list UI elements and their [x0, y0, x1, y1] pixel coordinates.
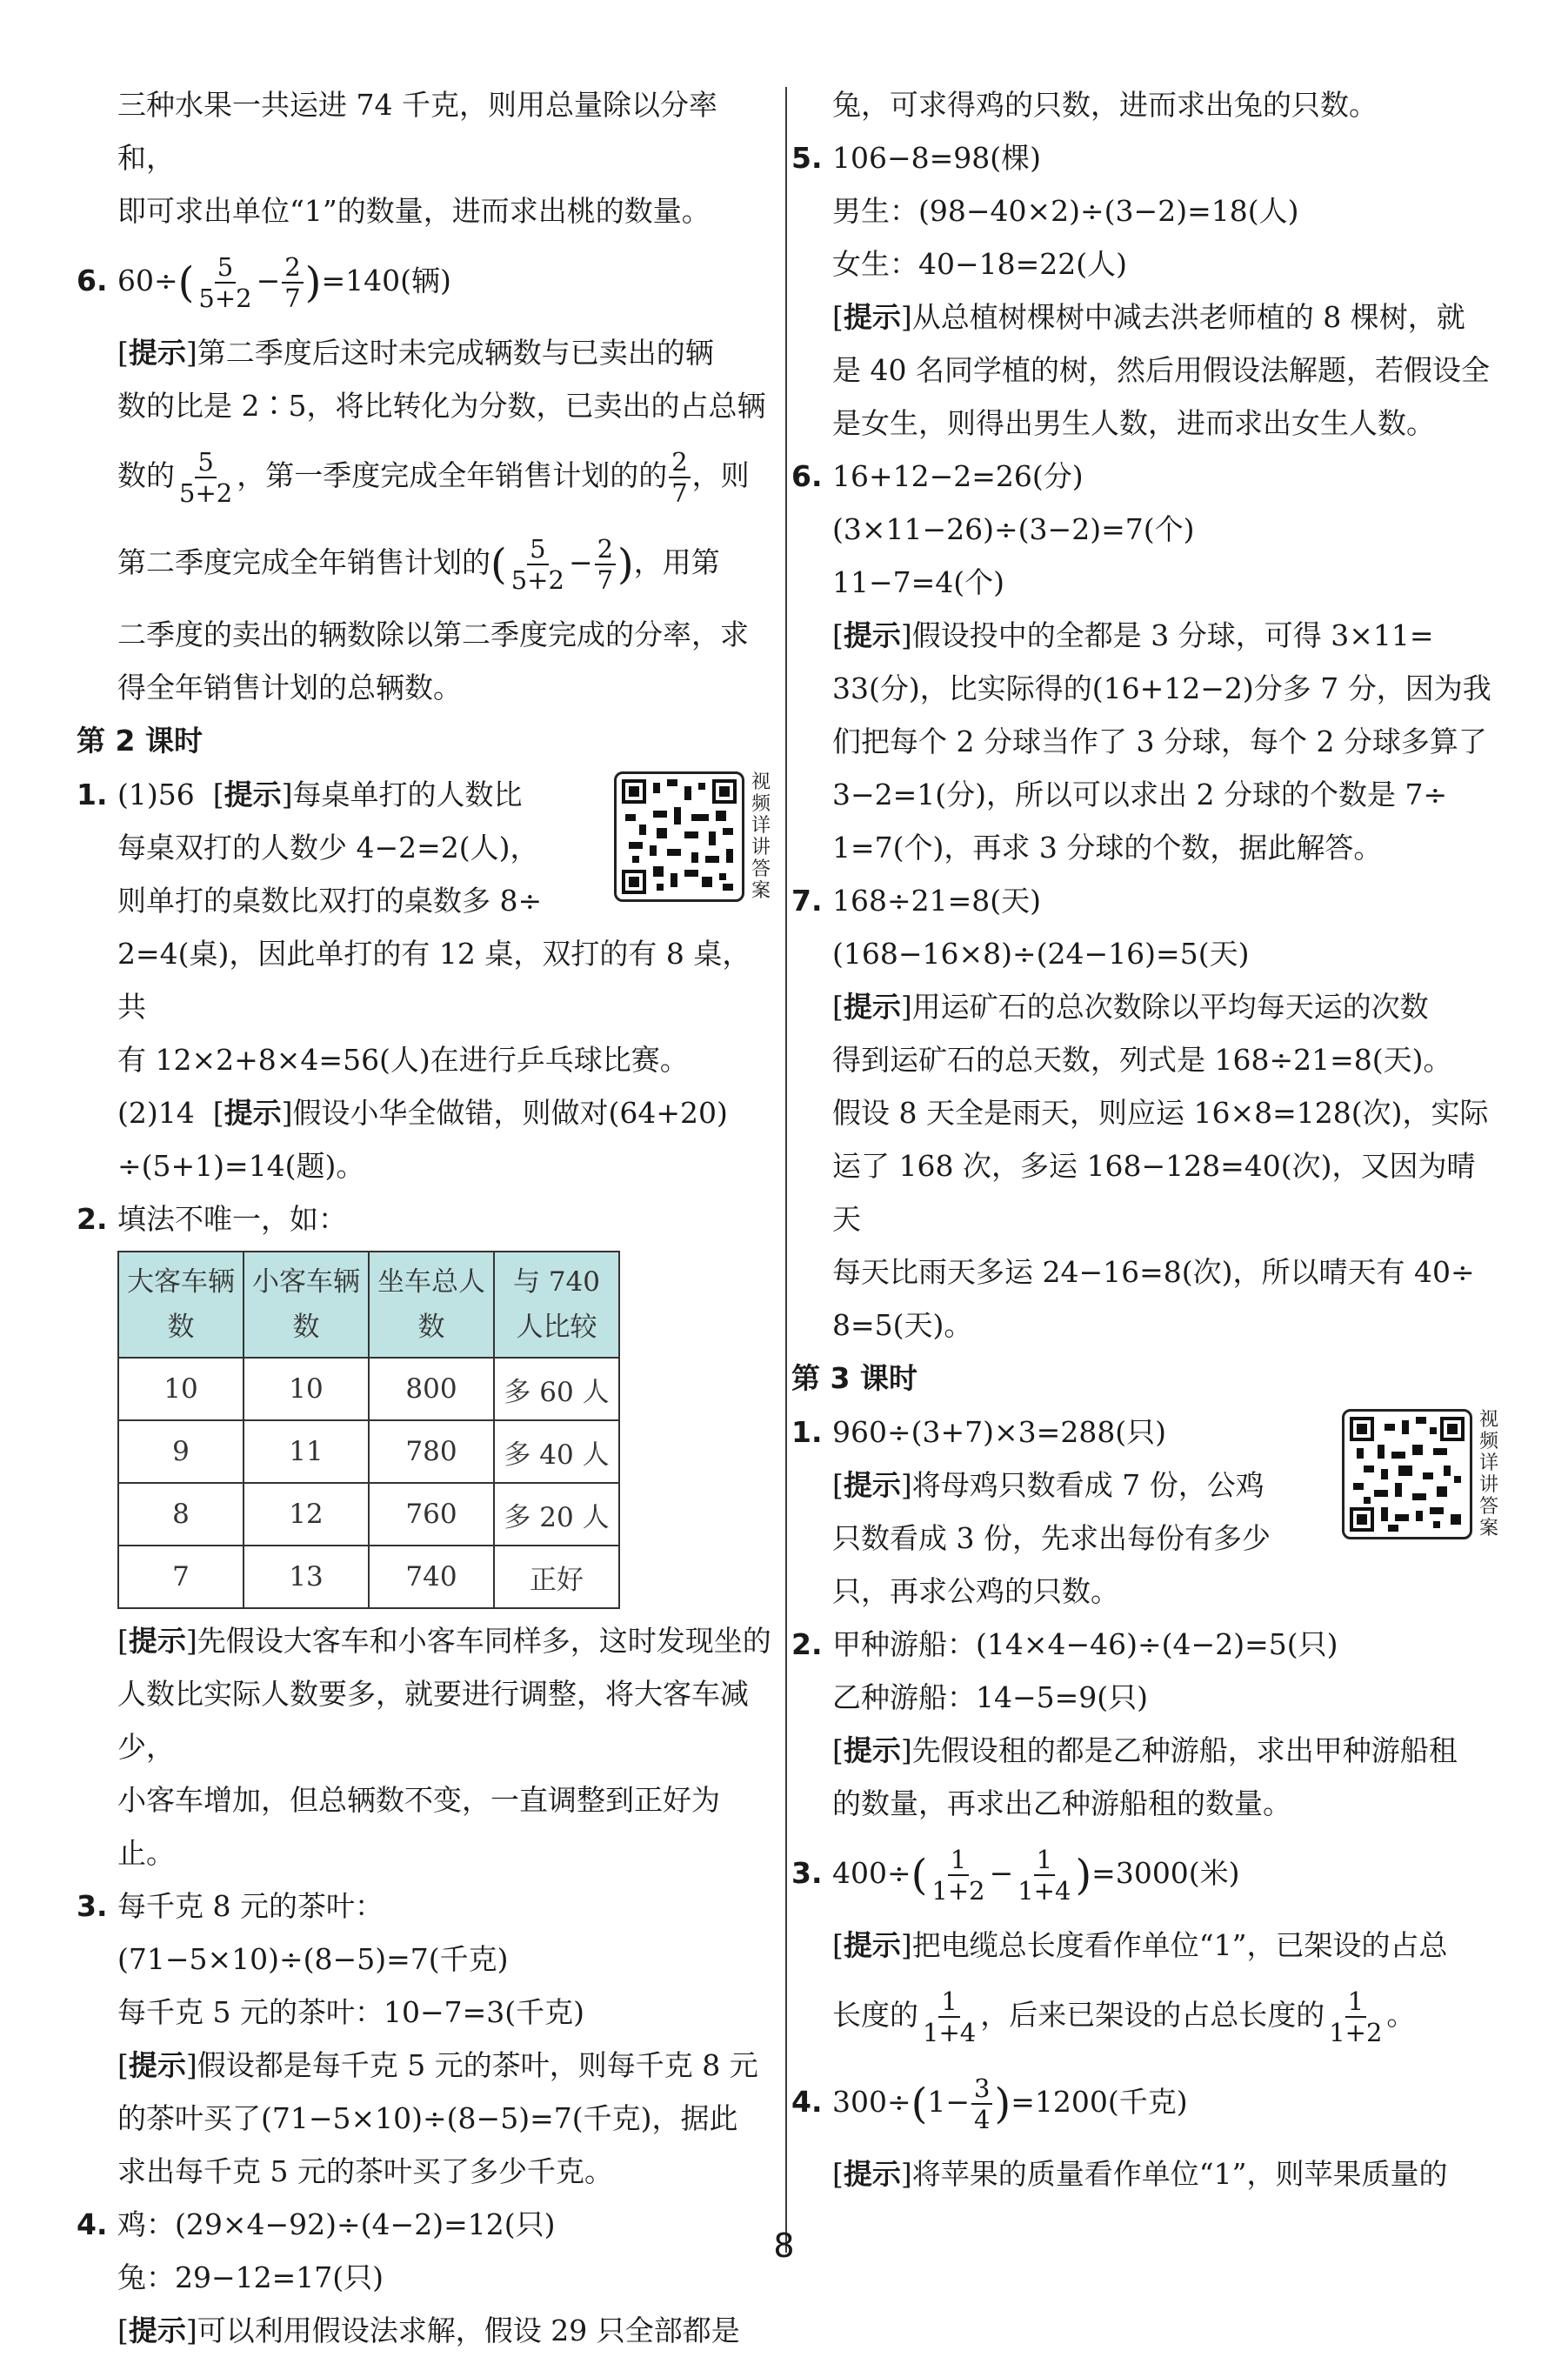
text-line: 即可求出单位“1”的数量，进而求出桃的数量。 — [117, 194, 711, 228]
denominator: 7 — [284, 284, 301, 313]
lesson3-answer-3 — [791, 1830, 1500, 2059]
hint-text: 第二季度完成全年销售计划的 — [117, 545, 490, 579]
numerator: 2 — [669, 447, 690, 478]
hint-line: 得到运矿石的总天数，列式是 168÷21=8(天)。 — [832, 1043, 1452, 1077]
hint-line: 1=7(个)，再求 3 分球的个数，据此解答。 — [832, 831, 1383, 865]
left-column — [77, 78, 772, 2357]
right-column — [791, 78, 1500, 2200]
answer-line — [791, 131, 1500, 184]
denominator: 1+4 — [1018, 1876, 1071, 1906]
hint-line: 们把每个 2 分球当作了 3 分球，每个 2 分球多算了 — [832, 724, 1487, 758]
question-number: 7. — [791, 884, 823, 918]
hint-text: 长度的 — [832, 1998, 918, 2032]
hint-line: 得全年销售计划的总辆数。 — [117, 671, 462, 704]
continued-text — [77, 78, 772, 237]
hint-text: ，用第 — [633, 545, 720, 579]
operator: − — [989, 1856, 1014, 1890]
answer-5 — [791, 131, 1500, 450]
table-cell: 7 — [118, 1546, 244, 1608]
hint-line: 的数量，再求出乙种游船租的数量。 — [832, 1786, 1291, 1820]
table-cell: 780 — [369, 1420, 494, 1483]
hint-line: 小客车增加，但总辆数不变，一直调整到正好为止。 — [117, 1783, 720, 1870]
hint-text: 数的 — [117, 458, 175, 492]
denominator: 7 — [597, 565, 614, 595]
hint-label: 提示 — [128, 2048, 186, 2082]
equation-part: 300÷ — [832, 2085, 911, 2119]
bus-table — [117, 1251, 620, 1609]
hint-label: 提示 — [843, 618, 901, 652]
lesson3-answer-1 — [791, 1406, 1500, 1618]
hint-line: 每天比雨天多运 24−16=8(次)，所以晴天有 40÷ — [832, 1255, 1475, 1289]
fraction — [971, 2073, 992, 2134]
lesson3-answer-4 — [791, 2059, 1500, 2200]
table-cell: 多 60 人 — [494, 1358, 619, 1420]
column-divider — [785, 87, 787, 2253]
question-number: 1. — [791, 1415, 823, 1449]
answer-text: (2)14 — [117, 1096, 195, 1130]
table-header-cell: 小客车辆数 — [244, 1252, 369, 1358]
answer-line: (168−16×8)÷(24−16)=5(天) — [832, 937, 1250, 971]
denominator: 5+2 — [198, 284, 252, 313]
equation: 3. 400÷( $\frac{1}{1+2}$ − $\frac{1}{1+4}$ )=3000(米) — [832, 1830, 1500, 1919]
answer-line: (3×11−26)÷(3−2)=7(个) — [832, 512, 1195, 546]
hint-line: 每桌双打的人数少 4−2=2(人)， — [117, 831, 539, 865]
hint-line: [提示]假设投中的全都是 3 分球，可得 3×11= — [832, 618, 1434, 652]
answer-line — [77, 1880, 772, 1933]
hint-line: 运了 168 次，多运 168−128=40(次)，又因为晴天 — [832, 1149, 1476, 1236]
answer-line: (2)14 [提示]假设小华全做错，则做对(64+20) — [117, 1096, 728, 1130]
hint-line: 求出每千克 5 元的茶叶买了多少千克。 — [117, 2154, 613, 2188]
table-cell: 正好 — [494, 1546, 619, 1608]
denominator: 5+2 — [510, 565, 564, 595]
numerator: 2 — [282, 252, 303, 284]
fraction — [196, 252, 254, 313]
fraction — [669, 447, 690, 508]
table-cell: 多 40 人 — [494, 1420, 619, 1483]
numerator: 2 — [595, 534, 616, 565]
hint-line: [提示]用运矿石的总次数除以平均每天运的次数 — [832, 990, 1429, 1024]
lesson2-answer-4 — [77, 2198, 772, 2357]
hint-line — [117, 432, 772, 519]
hint-label: 提示 — [843, 300, 901, 334]
table-cell: 多 20 人 — [494, 1483, 619, 1546]
table-cell: 12 — [244, 1483, 369, 1546]
page-number: 8 — [773, 2227, 795, 2265]
hint-line: 是女生，则得出男生人数，进而求出女生人数。 — [832, 406, 1435, 440]
denominator: 1+4 — [923, 2018, 977, 2047]
table-row — [118, 1483, 619, 1546]
numerator: 5 — [195, 447, 216, 478]
equation-part: 400÷ — [832, 1856, 911, 1890]
numerator: 3 — [971, 2073, 992, 2105]
denominator: 5+2 — [179, 478, 233, 508]
fraction — [929, 1845, 987, 1906]
equation-part: 60÷ — [117, 264, 178, 297]
lesson2-answer-2 — [77, 1192, 772, 1245]
hint-text: 假设都是每千克 5 元的茶叶，则每千克 8 元 — [197, 2048, 758, 2082]
table-header-cell: 与 740 人比较 — [494, 1252, 619, 1358]
answer-6 — [77, 237, 772, 714]
answer-text: 填法不唯一，如： — [117, 1202, 347, 1236]
question-number: 4. — [77, 2207, 108, 2241]
hint-line: 只，再求公鸡的只数。 — [832, 1574, 1119, 1608]
equation-part: =3000(米) — [1091, 1856, 1240, 1890]
hint-label: 提示 — [843, 990, 901, 1024]
numerator: 5 — [215, 252, 236, 284]
question-number: 3. — [791, 1856, 823, 1890]
hint-label: 提示 — [843, 1733, 901, 1767]
table-header-cell: 坐车总人数 — [369, 1252, 494, 1358]
section-heading-lesson-3: 第 3 课时 — [791, 1361, 917, 1395]
hint-line: 33(分)，比实际得的(16+12−2)分多 7 分，因为我 — [832, 671, 1491, 705]
qr-code-block[interactable] — [614, 771, 772, 902]
hint-line: 3−2=1(分)，所以可以求出 2 分球的个数是 7÷ — [832, 778, 1448, 811]
numerator: 1 — [1345, 1986, 1366, 2018]
answer-line: (71−5×10)÷(8−5)=7(千克) — [117, 1942, 509, 1976]
answer-line: 每千克 5 元的茶叶：10−7=3(千克) — [117, 1995, 585, 2029]
hint-line: 人数比实际人数要多，就要进行调整，将大客车减少， — [117, 1677, 749, 1764]
hint-line: [提示]将苹果的质量看作单位“1”，则苹果质量的 — [832, 2157, 1448, 2191]
table-header-cell: 大客车辆数 — [118, 1252, 244, 1358]
text-line: 兔，可求得鸡的只数，进而求出兔的只数。 — [832, 88, 1378, 122]
table-cell: 800 — [369, 1358, 494, 1420]
hint-line: [提示]将母鸡只数看成 7 份，公鸡 — [832, 1468, 1264, 1502]
hint-line: 只数看成 3 份，先求出每份有多少 — [832, 1521, 1271, 1555]
table-row — [118, 1358, 619, 1420]
hint-text: 。 — [1386, 1998, 1416, 2032]
hint-line: 第二季度完成全年销售计划的( $\frac{5}{5+2}$ − $\frac{2}{7}$ )，用第 — [117, 534, 720, 595]
hint-text: 假设小华全做错，则做对(64+20) — [292, 1096, 728, 1130]
answer-text: 甲种游船：(14×4−46)÷(4−2)=5(只) — [832, 1627, 1338, 1661]
hint-line: 2=4(桌)，因此单打的有 12 桌，双打的有 8 桌，共 — [117, 937, 751, 1024]
continued-text — [791, 78, 1500, 131]
numerator: 1 — [948, 1845, 969, 1876]
answer-line: 1. (1)56 [提示]每桌单打的人数比 — [117, 768, 772, 821]
hint-line: 数的比是 2∶5，将比转化为分数，已卖出的占总辆 — [117, 389, 766, 423]
answer-line — [77, 1192, 772, 1245]
answer-text: (1)56 — [117, 778, 195, 811]
hint-line: [提示]把电缆总长度看作单位“1”，已架设的占总 — [832, 1928, 1448, 1962]
hint-text: 把电缆总长度看作单位“1”，已架设的占总 — [911, 1928, 1448, 1962]
hint-line — [832, 1972, 1500, 2059]
question-number: 3. — [77, 1889, 108, 1923]
hint-text: ，则 — [691, 458, 750, 492]
equation: 4. 300÷(1− $\frac{3}{4}$ )=1200(千克) — [832, 2059, 1500, 2147]
hint-line: [提示]先假设租的都是乙种游船，求出甲种游船租 — [832, 1733, 1458, 1767]
answer-line: 男生：(98−40×2)÷(3−2)=18(人) — [832, 194, 1299, 228]
hint-line: [提示]第二季度后这时未完成辆数与已卖出的辆 — [117, 336, 714, 370]
hint-text: 每桌单打的人数比 — [292, 778, 523, 811]
table-cell: 9 — [118, 1420, 244, 1483]
table-cell: 740 — [369, 1546, 494, 1608]
answer-line — [791, 874, 1500, 927]
answer-line: 兔：29−12=17(只) — [117, 2260, 384, 2294]
hint-text: 第二季度后这时未完成辆数与已卖出的辆 — [197, 336, 714, 370]
hint-label: 提示 — [224, 1096, 282, 1130]
qr-pattern — [1350, 1417, 1465, 1532]
hint-text: 先假设大客车和小客车同样多，这时发现坐的 — [197, 1624, 771, 1658]
table-cell: 13 — [244, 1546, 369, 1608]
hint-label: 提示 — [843, 1928, 901, 1962]
denominator: 7 — [671, 478, 688, 508]
table-header-row — [118, 1252, 619, 1358]
hint-line: 假设 8 天全是雨天，则应运 16×8=128(次)，实际 — [832, 1096, 1489, 1130]
answer-text: 960÷(3+7)×3=288(只) — [832, 1415, 1167, 1449]
hint-label: 提示 — [843, 1468, 901, 1502]
question-number: 6. — [791, 459, 823, 493]
hint-text: ，第一季度完成全年销售计划的的 — [237, 458, 668, 492]
hint-label: 提示 — [128, 1624, 186, 1658]
fraction — [595, 534, 616, 595]
hint-text: 用运矿石的总次数除以平均每天运的次数 — [911, 990, 1429, 1024]
hint-line: 二季度的卖出的辆数除以第二季度完成的分率，求 — [117, 618, 749, 651]
hint-text: 从总植树棵树中减去洪老师植的 8 棵树，就 — [911, 300, 1465, 334]
table-cell: 8 — [118, 1483, 244, 1546]
question-number: 2. — [791, 1627, 823, 1661]
equation-part: =140(辆) — [321, 264, 451, 297]
table-row — [118, 1546, 619, 1608]
lesson2-answer-2-hint — [77, 1614, 772, 1880]
qr-code-block[interactable] — [1342, 1409, 1500, 1539]
question-number: 4. — [791, 2085, 823, 2119]
fraction — [509, 534, 567, 595]
answer-text: 106−8=98(棵) — [832, 141, 1042, 175]
table-cell: 11 — [244, 1420, 369, 1483]
operator: − — [568, 545, 593, 579]
fraction — [282, 252, 303, 313]
hint-text: 先假设租的都是乙种游船，求出甲种游船租 — [911, 1733, 1458, 1767]
table-cell: 10 — [118, 1358, 244, 1420]
qr-code-icon[interactable] — [614, 771, 744, 902]
equation-part: =1200(千克) — [1011, 2085, 1188, 2119]
answer-line — [791, 1618, 1500, 1671]
answer-6-right — [791, 450, 1500, 874]
answer-text: 16+12−2=26(分) — [832, 459, 1084, 493]
hint-line: [提示]假设都是每千克 5 元的茶叶，则每千克 8 元 — [117, 2048, 758, 2082]
fraction — [1326, 1986, 1385, 2047]
hint-line: 的茶叶买了(71−5×10)÷(8−5)=7(千克)，据此 — [117, 2101, 738, 2135]
question-number: 2. — [77, 1202, 108, 1236]
operator: − — [256, 264, 281, 297]
hint-line: [提示]先假设大客车和小客车同样多，这时发现坐的 — [117, 1624, 771, 1658]
hint-line: 是 40 名同学植的树，然后用假设法解题，若假设全 — [832, 353, 1490, 387]
hint-line: [提示]可以利用假设法求解，假设 29 只全部都是 — [117, 2314, 740, 2347]
table-cell: 760 — [369, 1483, 494, 1546]
fraction — [177, 447, 235, 508]
hint-line: 8=5(天)。 — [832, 1308, 973, 1342]
hint-text: 假设投中的全都是 3 分球，可得 3×11= — [911, 618, 1434, 652]
lesson2-answer-3 — [77, 1880, 772, 2198]
denominator: 1+2 — [1329, 2018, 1383, 2047]
question-number: 5. — [791, 141, 823, 175]
denominator: 1+2 — [931, 1876, 985, 1906]
qr-caption: 视频详讲答案 — [1478, 1409, 1498, 1539]
numerator: 1 — [1034, 1845, 1055, 1876]
hint-label: 提示 — [128, 2314, 186, 2347]
fraction — [920, 1986, 978, 2047]
answer-text: 每千克 8 元的茶叶： — [117, 1889, 384, 1923]
hint-label: 提示 — [128, 336, 186, 370]
answer-line — [791, 450, 1500, 503]
answer-7 — [791, 874, 1500, 1352]
question-number: 6. — [77, 264, 108, 297]
qr-pattern — [622, 779, 737, 894]
text-line: 三种水果一共运进 74 千克，则用总量除以分率和， — [117, 88, 717, 175]
lesson3-answer-2 — [791, 1618, 1500, 1830]
fraction — [1015, 1845, 1073, 1906]
hint-label: 提示 — [843, 2157, 901, 2191]
lesson2-answer-1 — [77, 768, 772, 1192]
numerator: 1 — [938, 1986, 959, 2018]
hint-text: 将苹果的质量看作单位“1”，则苹果质量的 — [911, 2157, 1448, 2191]
answer-text: 鸡：(29×4−92)÷(4−2)=12(只) — [117, 2207, 556, 2241]
question-number: 1. — [77, 778, 108, 811]
equation-part: 1− — [927, 2085, 971, 2119]
denominator: 4 — [974, 2105, 991, 2134]
hint-line: 则单打的桌数比双打的桌数多 8÷ — [117, 884, 543, 918]
hint-text: 将母鸡只数看成 7 份，公鸡 — [911, 1468, 1264, 1502]
equation: 6. 60÷( $\frac{5}{5+2}$ − $\frac{2}{7}$ )=140(辆) — [117, 237, 772, 326]
answer-line: 11−7=4(个) — [832, 565, 1005, 599]
hint-line: [提示]从总植树棵树中减去洪老师植的 8 棵树，就 — [832, 300, 1465, 334]
hint-text: 可以利用假设法求解，假设 29 只全部都是 — [197, 2314, 740, 2347]
answer-line: 女生：40−18=22(人) — [832, 247, 1128, 281]
answer-line: 乙种游船：14−5=9(只) — [832, 1680, 1149, 1714]
qr-caption: 视频详讲答案 — [751, 771, 771, 902]
hint-text: ，后来已架设的占总长度的 — [980, 1998, 1325, 2032]
numerator: 5 — [527, 534, 548, 565]
table-cell: 10 — [244, 1358, 369, 1420]
answer-text: 168÷21=8(天) — [832, 884, 1042, 918]
hint-line: ÷(5+1)=14(题)。 — [117, 1149, 365, 1183]
section-heading-lesson-2: 第 2 课时 — [77, 724, 203, 758]
hint-label: 提示 — [224, 778, 282, 811]
qr-code-icon[interactable] — [1342, 1409, 1472, 1539]
table-row — [118, 1420, 619, 1483]
hint-line: 有 12×2+8×4=56(人)在进行乒乓球比赛。 — [117, 1043, 689, 1077]
